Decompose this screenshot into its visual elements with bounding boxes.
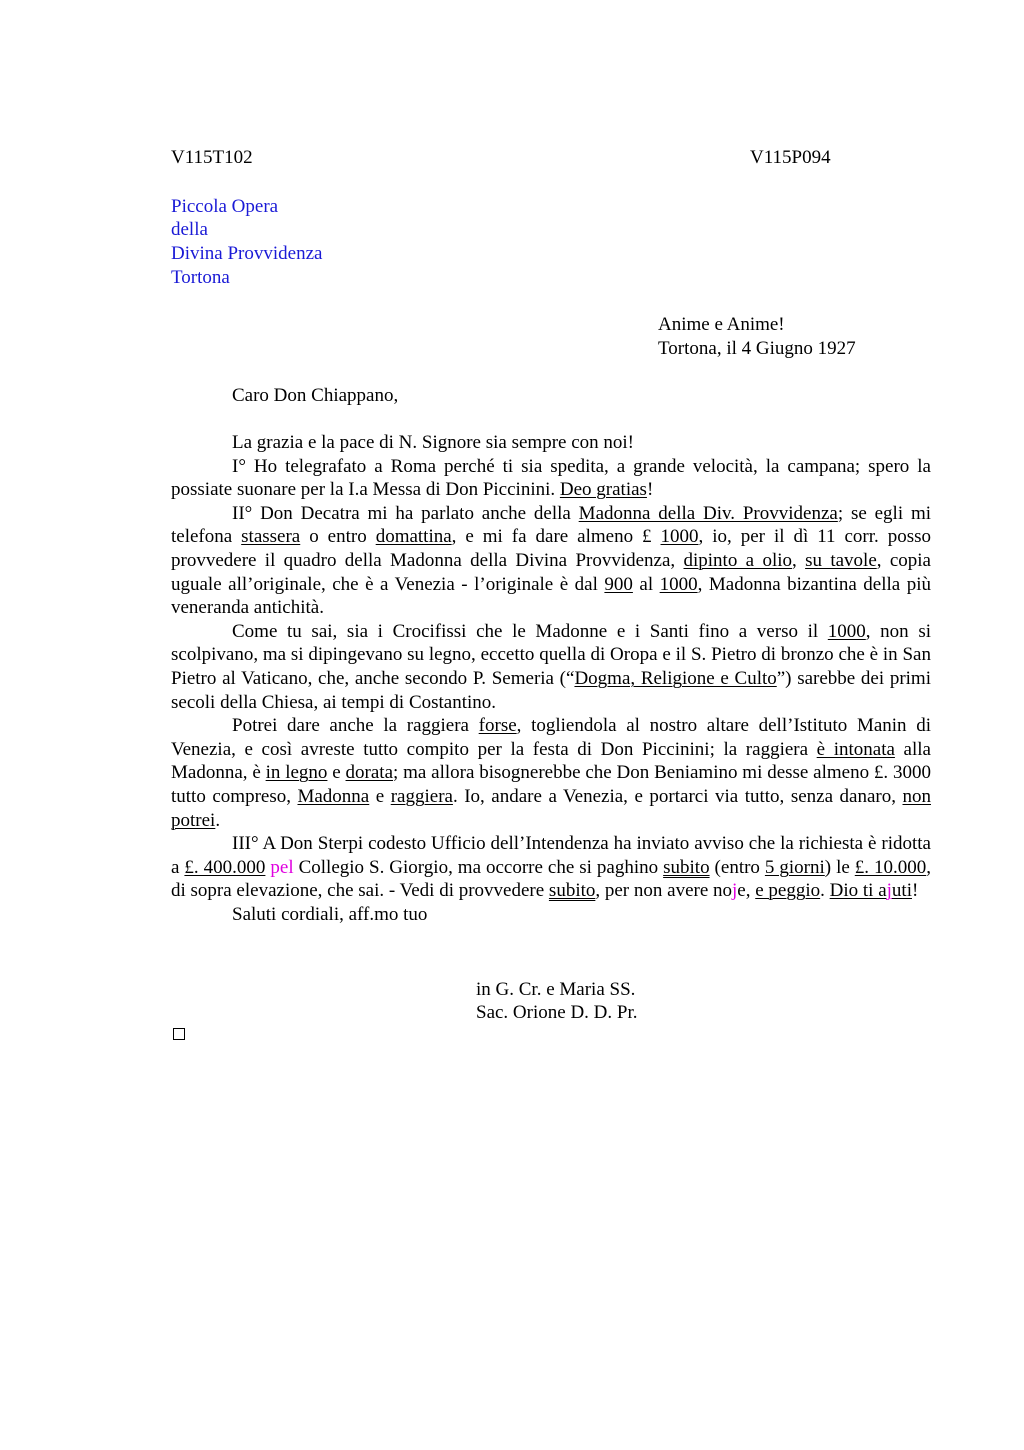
- paragraph-1: I° Ho telegrafato a Roma perché ti sia spedita, a grande velocità, la campana; spero la possiate suonare per la I.a Messa di Don Piccinini. Deo gratias!: [171, 455, 931, 501]
- place-date: Tortona, il 4 Giugno 1927: [658, 338, 856, 359]
- letterhead-line-3: Divina Provvidenza: [171, 243, 323, 264]
- motto: Anime e Anime!: [658, 314, 785, 335]
- signature-line-1: in G. Cr. e Maria SS.: [476, 979, 636, 1000]
- document-code-right: V115P094: [750, 147, 831, 168]
- signature-line-2: Sac. Orione D. D. Pr.: [476, 1002, 638, 1023]
- paragraph-closing: Saluti cordiali, aff.mo tuo: [232, 903, 428, 925]
- checkbox-square-icon: [173, 1028, 185, 1040]
- paragraph-2: II° Don Decatra mi ha parlato anche della Madonna della Div. Provvidenza; se egli mi telefona stassera o entro domattina, e mi fa dare almeno £ 1000, io, per il dì 11 corr. posso provvedere il quadro della Madonna della Divina Provvidenza, dipinto a olio, su tavole, copia uguale all’originale, che è a Venezia - l’originale è dal 900 al 1000, Madonna bizantina della più veneranda antichità.: [171, 502, 932, 619]
- paragraph-4: Potrei dare anche la raggiera forse, togliendola al nostro altare dell’Istituto Manin di Venezia, e così avreste tutto compito per la festa di Don Piccinini; la raggiera è intonata alla Madonna, è in legno e dorata; ma allora bisognerebbe che Don Beniamino mi desse almeno £. 3000 tutto compreso, Madonna e raggiera. Io, andare a Venezia, e portarci via tutto, senza danaro, non potrei.: [171, 715, 932, 831]
- document-code-left: V115T102: [171, 147, 253, 168]
- letterhead-line-1: Piccola Opera: [171, 196, 279, 217]
- letterhead-line-2: della: [171, 219, 208, 240]
- salutation: Caro Don Chiappano,: [232, 385, 399, 406]
- paragraph-3: Come tu sai, sia i Crocifissi che le Madonne e i Santi fino a verso il 1000, non si scolpivano, ma si dipingevano su legno, eccetto quella di Oropa e il S. Pietro di bronzo che è in San Pietro al Vaticano, che, anche secondo P. Semeria (“Dogma, Religione e Culto”) sarebbe dei primi secoli della Chiesa, ai tempi di Costantino.: [171, 620, 931, 713]
- paragraph-greeting: La grazia e la pace di N. Signore sia sempre con noi!: [232, 432, 635, 453]
- paragraph-5: III° A Don Sterpi codesto Ufficio dell’Intendenza ha inviato avviso che la richiesta è ridotta a £. 400.000 pel Collegio S. Giorgio, ma occorre che si paghino subito (entro 5 giorni) le £. 10.000, di sopra elevazione, che sai. - Vedi di provvedere subito, per non avere noje, e peggio. Dio ti ajuti!: [171, 833, 932, 902]
- letter-body: [171, 431, 931, 926]
- letterhead-line-4: Tortona: [171, 267, 230, 288]
